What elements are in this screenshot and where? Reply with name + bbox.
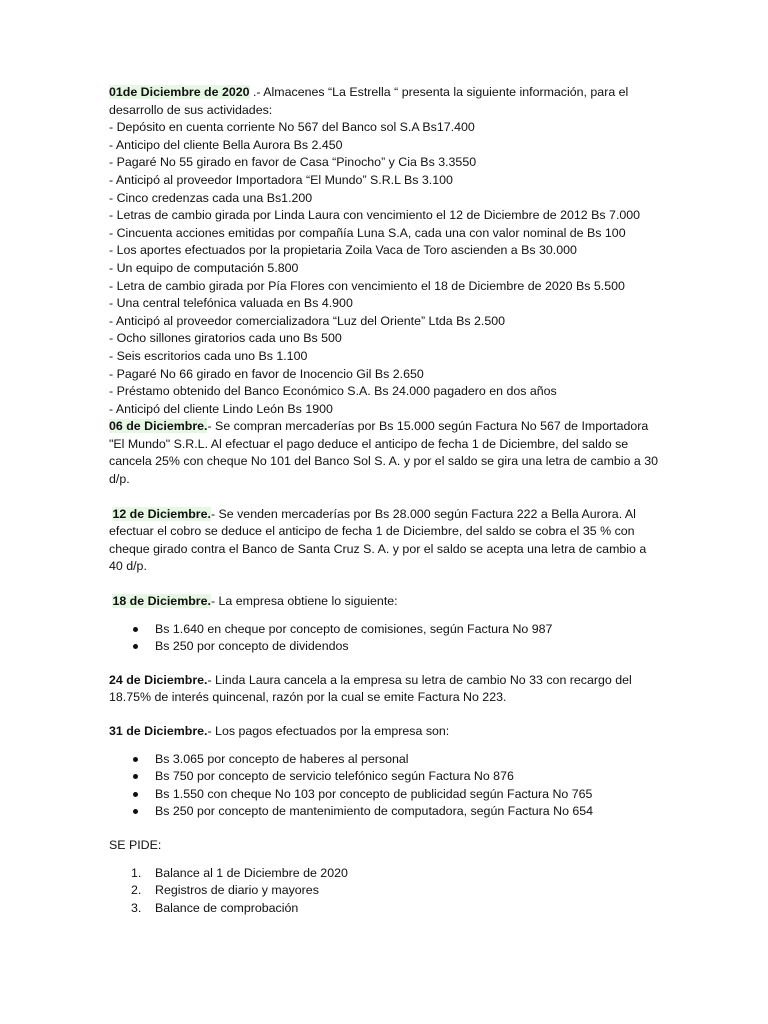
dec31-text: - Los pagos efectuados por la empresa son: (207, 724, 450, 738)
list-item: Bs 750 por concepto de servicio telefónico según Factura No 876 (109, 768, 659, 786)
list-item: - Anticipo del cliente Bella Aurora Bs 2.450 (109, 137, 343, 152)
list-item: Bs 1.550 con cheque No 103 por concepto de publicidad según Factura No 765 (109, 786, 659, 804)
opening-items-list (109, 119, 659, 418)
dec06-paragraph (109, 418, 659, 488)
item-text: Balance al 1 de Diciembre de 2020 (155, 865, 348, 880)
list-item: - Cincuenta acciones emitidas por compañía Luna S.A, cada una con valor nominal de Bs 100 (109, 225, 626, 240)
list-item: - Los aportes efectuados por la propietaria Zoila Vaca de Toro ascienden a Bs 30.000 (109, 243, 577, 258)
list-item: - Pagaré No 66 girado en favor de Inocencio Gil Bs 2.650 (109, 366, 424, 381)
item-number: 3. (131, 900, 142, 915)
document-page (109, 84, 659, 917)
dec24-date: 24 de Diciembre. (109, 672, 208, 687)
list-item: Bs 3.065 por concepto de haberes al personal (109, 751, 659, 769)
se-pide-list (109, 865, 659, 918)
list-item: - Ocho sillones giratorios cada uno Bs 500 (109, 331, 342, 346)
list-item: - Seis escritorios cada uno Bs 1.100 (109, 348, 308, 363)
list-item (109, 900, 659, 918)
list-item: Bs 1.640 en cheque por concepto de comisiones, según Factura No 987 (109, 621, 659, 639)
list-item (109, 865, 659, 883)
item-number: 2. (131, 883, 142, 898)
dec12-text: - Se venden mercaderías por Bs 28.000 según Factura 222 a Bella Aurora. Al efectuar el cobro se deduce el anticipo de fecha 1 de Diciembre, del saldo se cobra el 35 % con cheque girado contra el Banco de Santa Cruz S. A. y por el saldo se acepta una letra de cambio a 40 d/p. (109, 506, 647, 574)
intro-text: .- Almacenes “La Estrella “ presenta la siguiente información, para el desarrollo de sus actividades: (109, 85, 629, 117)
dec24-text: - Linda Laura cancela a la empresa su letra de cambio No 33 con recargo del 18.75% de interés quincenal, razón por la cual se emite Factura No 223. (109, 672, 632, 705)
dec06-text: - Se compran mercaderías por Bs 15.000 según Factura No 567 de Importadora "El Mundo" S.R.L. Al efectuar el pago deduce el anticipo de fecha 1 de Diciembre, del saldo se cancela 25% con cheque No 101 del Banco Sol S. A. y por el saldo se gira una letra de cambio a 30 d/p. (109, 419, 658, 487)
dec18-text: - La empresa obtiene lo siguiente: (210, 594, 398, 609)
list-item: - Letra de cambio girada por Pía Flores con vencimiento el 18 de Diciembre de 2020 Bs 5.500 (109, 278, 625, 293)
list-item: - Anticipó al proveedor comercializadora “Luz del Oriente” Ltda Bs 2.500 (109, 313, 506, 328)
list-item: - Préstamo obtenido del Banco Económico S.A. Bs 24.000 pagadero en dos años (109, 384, 557, 399)
se-pide-heading: SE PIDE: (109, 837, 162, 852)
dec06-date: 06 de Diciembre. (109, 419, 208, 434)
dec31-bullet-list (109, 751, 659, 821)
dec18-bullet-list (109, 621, 659, 656)
list-item: - Cinco credenzas cada una Bs1.200 (109, 190, 313, 205)
dec12-date: 12 de Diciembre. (112, 506, 211, 521)
list-item: Bs 250 por concepto de mantenimiento de computadora, según Factura No 654 (109, 803, 659, 821)
list-item: - Anticipó al proveedor Importadora “El Mundo” S.R.L Bs 3.100 (109, 172, 453, 187)
item-text: Balance de comprobación (155, 900, 299, 915)
intro-date: 01de Diciembre de 2020 (109, 85, 250, 99)
item-text: Registros de diario y mayores (155, 883, 319, 898)
dec18-paragraph (109, 593, 659, 611)
dec24-paragraph (109, 672, 659, 707)
dec18-date: 18 de Diciembre. (112, 594, 211, 609)
dec12-paragraph (109, 506, 659, 576)
list-item: - Anticipó del cliente Lindo León Bs 1900 (109, 401, 333, 416)
list-item: Bs 250 por concepto de dividendos (109, 638, 659, 656)
item-number: 1. (131, 865, 142, 880)
list-item: - Una central telefónica valuada en Bs 4.900 (109, 296, 353, 311)
dec31-date: 31 de Diciembre. (109, 724, 208, 738)
list-item: - Pagaré No 55 girado en favor de Casa “Pinocho” y Cia Bs 3.3550 (109, 155, 477, 170)
list-item (109, 882, 659, 900)
list-item: - Un equipo de computación 5.800 (109, 260, 299, 275)
intro-paragraph (109, 84, 659, 119)
list-item: - Depósito en cuenta corriente No 567 del Banco sol S.A Bs17.400 (109, 120, 475, 135)
dec31-paragraph (109, 723, 659, 741)
list-item: - Letras de cambio girada por Linda Laura con vencimiento el 12 de Diciembre de 2012 Bs 7.000 (109, 208, 641, 223)
